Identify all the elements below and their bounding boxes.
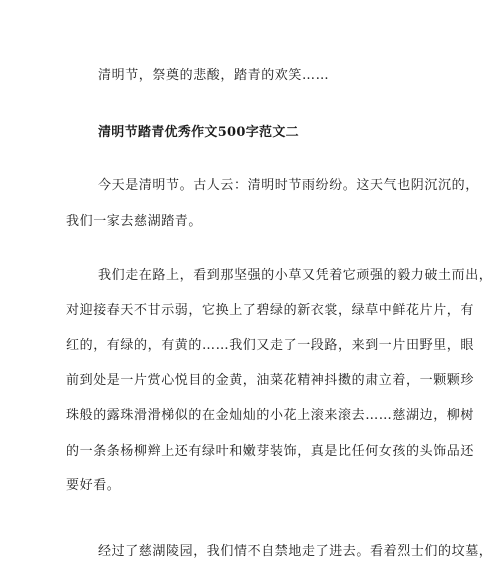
paragraph-2-line-5: 珠般的露珠滑滑梯似的在金灿灿的小花上滚来滚去……慈湖边，柳树: [66, 408, 475, 423]
paragraph-2-line-6: 的一条条杨柳辫上还有绿叶和嫩芽装饰，真是比任何女孩的头饰品还: [66, 444, 475, 459]
paragraph-1-line-1: 今天是清明节。古人云：清明时节雨纷纷。这天气也阴沉沉的，: [98, 178, 479, 193]
paragraph-2-line-3: 红的，有绿的，有黄的……我们又走了一段路，来到一片田野里，眼: [66, 338, 475, 353]
paragraph-2-line-2: 对迎接春天不甘示弱，它换上了碧绿的新衣裳，绿草中鲜花片片，有: [66, 303, 475, 318]
paragraph-2-line-1: 我们走在路上，看到那坚强的小草又凭着它顽强的毅力破土而出，: [98, 268, 493, 283]
paragraph-2-line-4: 前到处是一片赏心悦目的金黄，油菜花精神抖擞的肃立着，一颗颗珍: [66, 373, 475, 388]
paragraph-1-line-2: 我们一家去慈湖踏青。: [66, 214, 203, 229]
paragraph-2-line-7: 要好看。: [66, 478, 121, 493]
section-heading: 清明节踏青优秀作文500字范文二: [98, 125, 299, 140]
intro-line: 清明节，祭奠的悲酸，踏青的欢笑……: [98, 68, 330, 83]
paragraph-3-line-1: 经过了慈湖陵园，我们情不自禁地走了进去。看着烈士们的坟墓，: [98, 544, 493, 559]
